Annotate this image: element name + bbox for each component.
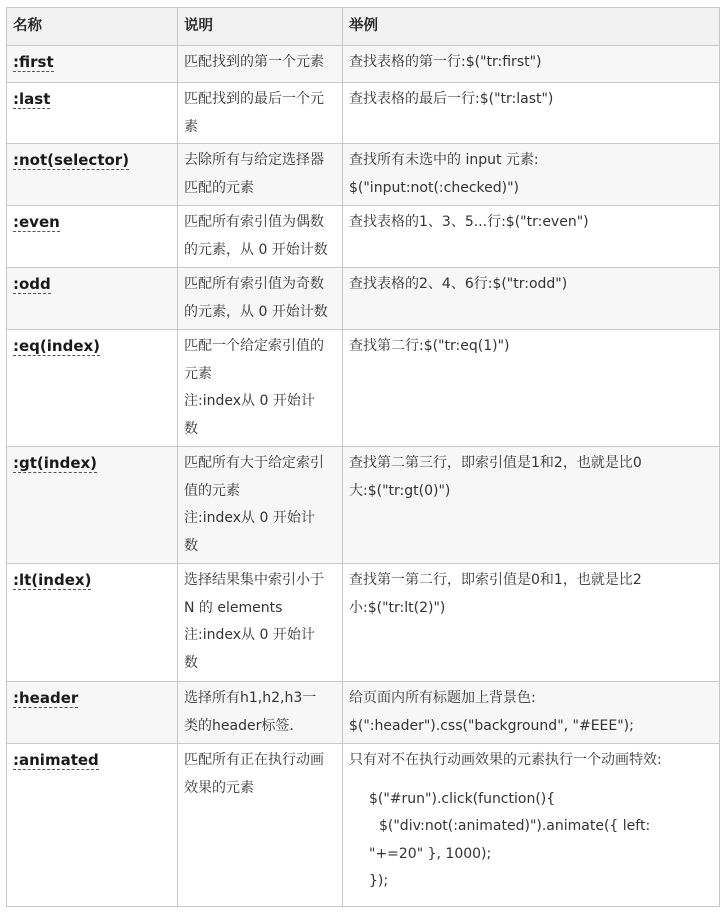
table-row (7, 447, 720, 564)
description-cell (178, 144, 343, 206)
table-row (7, 564, 720, 682)
table-row (7, 46, 720, 83)
table-row (7, 744, 720, 907)
selector-link[interactable]: :eq(index) (13, 337, 101, 355)
description-line: 数 (184, 537, 198, 554)
description-line: 素 (184, 118, 198, 135)
table-row (7, 682, 720, 744)
header-example: 举例 (343, 8, 720, 46)
example-line: 查找表格的1、3、5...行:$("tr:even") (349, 214, 589, 230)
code-line: "+=20" }, 1000); (369, 845, 492, 862)
selector-name-cell (7, 447, 178, 564)
selector-table (6, 7, 720, 907)
description-cell (178, 447, 343, 564)
description-line: 的元素，从 0 开始计数 (184, 241, 328, 258)
description-line: 匹配一个给定索引值的 (184, 338, 324, 354)
example-line: 查找第二行:$("tr:eq(1)") (349, 338, 510, 354)
selector-link[interactable]: :last (13, 90, 51, 108)
example-line: $("input:not(:checked)") (349, 179, 519, 196)
description-line: 匹配所有大于给定索引 (184, 455, 324, 471)
description-line: 匹配找到的第一个元素 (184, 54, 324, 70)
selector-name-cell (7, 564, 178, 682)
table-row (7, 206, 720, 268)
example-cell (343, 564, 720, 682)
description-cell (178, 268, 343, 330)
header-description: 说明 (178, 8, 343, 46)
table-row (7, 144, 720, 206)
example-intro: 只有对不在执行动画效果的元素执行一个动画特效: (349, 752, 662, 768)
spacer (349, 775, 719, 786)
selector-name-cell (7, 330, 178, 447)
example-cell (343, 46, 720, 83)
example-cell (343, 268, 720, 330)
selector-name-cell (7, 268, 178, 330)
description-line: 去除所有与给定选择器 (184, 152, 324, 168)
example-cell (343, 144, 720, 206)
selector-name-cell (7, 46, 178, 83)
description-line: 元素 (184, 365, 212, 382)
example-cell (343, 206, 720, 268)
selector-link[interactable]: :first (13, 53, 54, 71)
code-line: $("#run").click(function(){ (369, 790, 556, 807)
example-cell (343, 330, 720, 447)
selector-link[interactable]: :header (13, 689, 79, 707)
example-cell (343, 447, 720, 564)
code-line: $("div:not(:animated)").animate({ left: (379, 818, 651, 834)
selector-name-cell (7, 144, 178, 206)
description-line: N 的 elements (184, 599, 283, 616)
description-line: 匹配的元素 (184, 179, 254, 196)
description-cell (178, 206, 343, 268)
selector-name-cell (7, 682, 178, 744)
example-line: 查找表格的2、4、6行:$("tr:odd") (349, 276, 568, 292)
example-line: 查找表格的最后一行:$("tr:last") (349, 91, 554, 107)
description-cell (178, 83, 343, 144)
example-cell (343, 682, 720, 744)
table-row (7, 83, 720, 144)
description-line: 注:index从 0 开始计 (184, 510, 315, 526)
example-line: 查找表格的第一行:$("tr:first") (349, 54, 542, 70)
selector-link[interactable]: :even (13, 213, 60, 231)
description-line: 效果的元素 (184, 779, 254, 796)
example-line: $(":header").css("background", "#EEE"); (349, 717, 634, 734)
example-line: 小:$("tr:lt(2)") (349, 599, 446, 616)
description-line: 注:index从 0 开始计 (184, 393, 315, 409)
selector-name-cell (7, 744, 178, 907)
selector-link[interactable]: :animated (13, 751, 99, 769)
header-row (7, 8, 720, 46)
description-line: 数 (184, 420, 198, 437)
description-line: 匹配所有索引值为奇数 (184, 276, 324, 292)
description-cell (178, 564, 343, 682)
table-row (7, 268, 720, 330)
description-line: 选择结果集中索引小于 (184, 572, 324, 588)
description-line: 匹配所有正在执行动画 (184, 752, 324, 768)
description-line: 数 (184, 654, 198, 671)
description-line: 类的header标签. (184, 717, 294, 734)
example-line: 查找第一第二行，即索引值是0和1，也就是比2 (349, 572, 642, 588)
code-line: }); (369, 873, 389, 889)
selector-link[interactable]: :gt(index) (13, 454, 98, 472)
example-line: 给页面内所有标题加上背景色: (349, 690, 536, 706)
selector-link[interactable]: :lt(index) (13, 571, 92, 589)
example-cell (343, 744, 720, 907)
description-line: 匹配找到的最后一个元 (184, 91, 324, 107)
example-line: 查找第二第三行，即索引值是1和2，也就是比0 (349, 455, 642, 471)
description-cell (178, 682, 343, 744)
description-cell (178, 46, 343, 83)
description-line: 值的元素 (184, 482, 240, 499)
header-name: 名称 (7, 8, 178, 46)
description-line: 的元素，从 0 开始计数 (184, 303, 328, 320)
table-row (7, 330, 720, 447)
example-line: 大:$("tr:gt(0)") (349, 482, 451, 499)
example-line: 查找所有未选中的 input 元素: (349, 152, 539, 168)
description-cell (178, 330, 343, 447)
description-line: 匹配所有索引值为偶数 (184, 214, 324, 230)
description-line: 选择所有h1,h2,h3一 (184, 690, 317, 706)
selector-link[interactable]: :not(selector) (13, 151, 130, 169)
selector-name-cell (7, 83, 178, 144)
description-line: 注:index从 0 开始计 (184, 627, 315, 643)
example-cell (343, 83, 720, 144)
selector-name-cell (7, 206, 178, 268)
selector-link[interactable]: :odd (13, 275, 51, 293)
description-cell (178, 744, 343, 907)
